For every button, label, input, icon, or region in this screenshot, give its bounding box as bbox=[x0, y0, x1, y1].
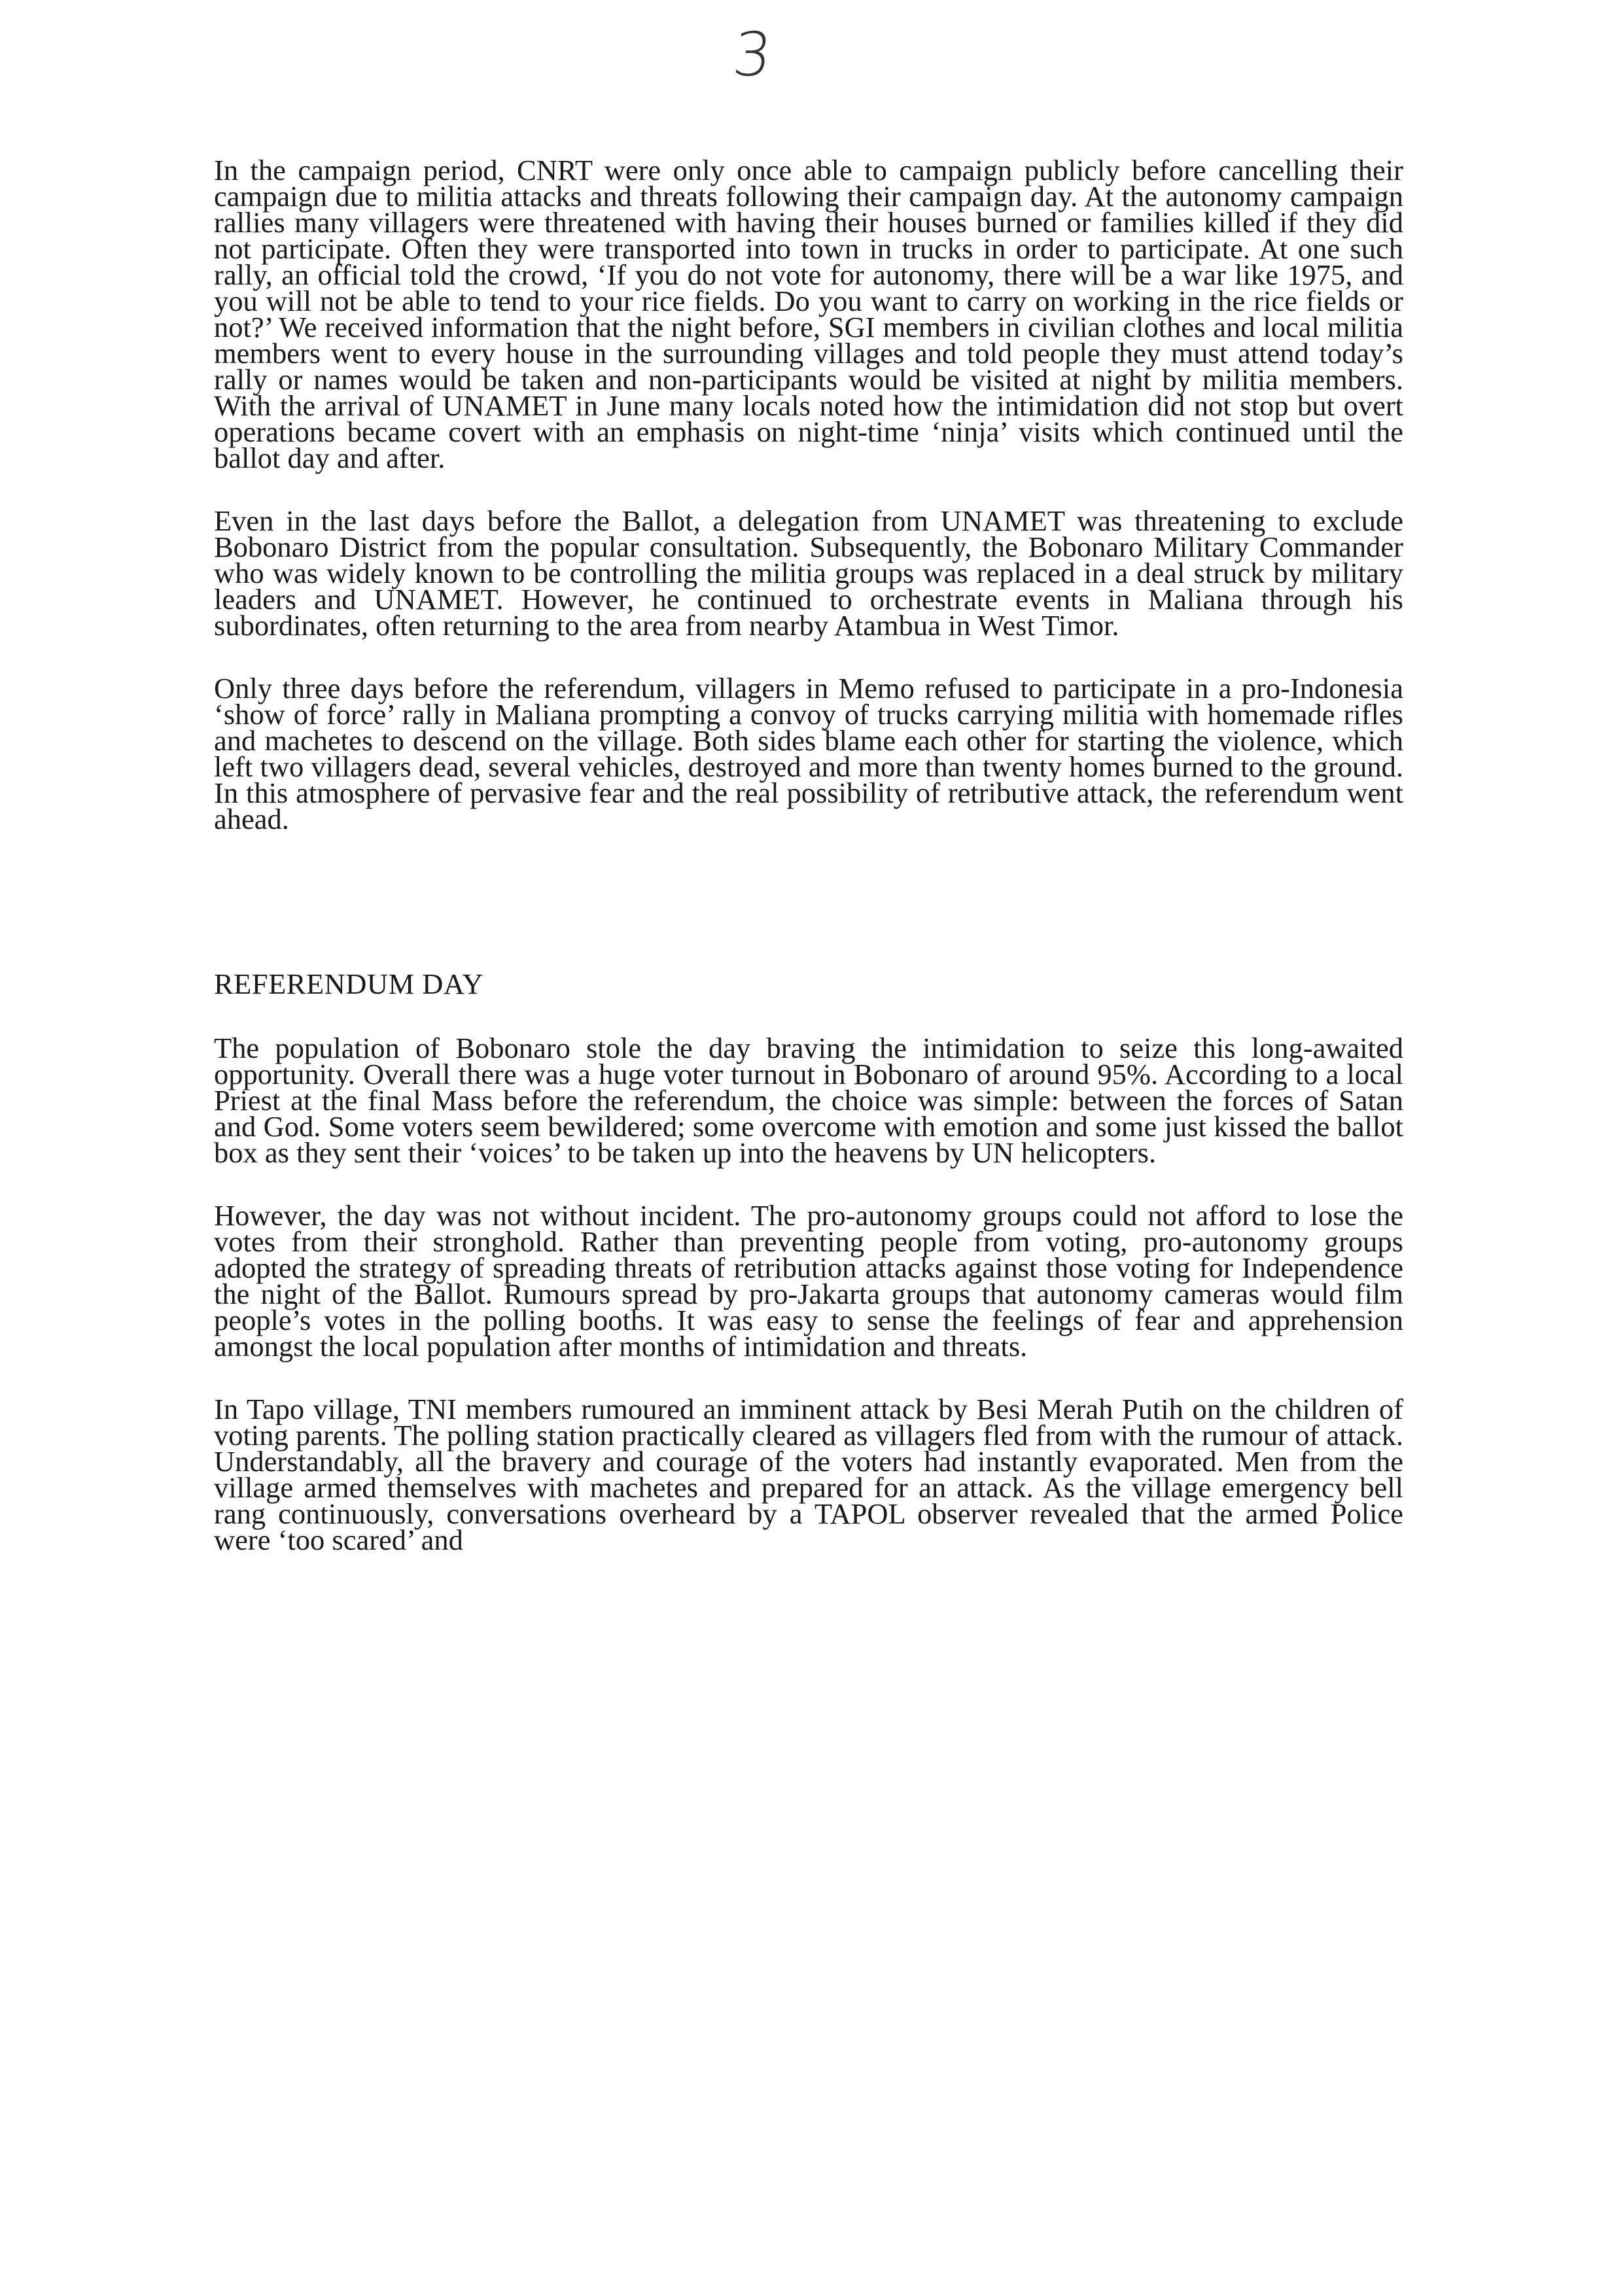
paragraph-voter-turnout: The population of Bobonaro stole the day braving the intimidation to seize this long-awaited opportunity. Overall there was a huge voter turnout in Bobonaro of around 95%. According to a local Priest at the final Mass before the referendum, the choice was simple: between the forces of Satan and God. Some voters seem bewildered; some overcome with emotion and some just kissed the ballot box as they sent their ‘voices’ to be taken up into the heavens by UN helicopters. bbox=[214, 1032, 1403, 1169]
paragraph-tapo-village: In Tapo village, TNI members rumoured an imminent attack by Besi Merah Putih on the children of voting parents. The polling station practically cleared as villagers fled from with the rumour of attack. Understandably, all the bravery and courage of the voters had instantly evaporated. Men from the village armed themselves with machetes and prepared for an attack. As the village emergency bell rang continuously, conversations overheard by a TAPOL observer revealed that the armed Police were ‘too scared’ and bbox=[214, 1393, 1403, 1556]
page-number: 3 bbox=[729, 20, 775, 90]
paragraph-incident: However, the day was not without incident. The pro-autonomy groups could not afford to lose the votes from their stronghold. Rather than preventing people from voting, pro-autonomy groups adopted the strategy of spreading threats of retribution attacks against those voting for Independence the night of the Ballot. Rumours spread by pro-Jakarta groups that autonomy cameras would film people’s votes in the polling booths. It was easy to sense the feelings of fear and apprehension amongst the local population after months of intimidation and threats. bbox=[214, 1199, 1403, 1363]
section-heading-referendum-day: REFERENDUM DAY bbox=[214, 967, 484, 1000]
paragraph-last-days: Even in the last days before the Ballot, a delegation from UNAMET was threatening to exclude Bobonaro District from the popular consultation. Subsequently, the Bobonaro Military Commander who was widely known to be controlling the militia groups was replaced in a deal struck by military leaders and UNAMET. However, he continued to orchestrate events in Maliana through his subordinates, often returning to the area from nearby Atambua in West Timor. bbox=[214, 504, 1403, 642]
paragraph-memo-violence: Only three days before the referendum, villagers in Memo refused to participate in a pro-Indonesia ‘show of force’ rally in Maliana prompting a convoy of trucks carrying militia with homemade rifles and machetes to descend on the village. Both sides blame each other for starting the violence, which left two villagers dead, several vehicles, destroyed and more than twenty homes burned to the ground. In this atmosphere of pervasive fear and the real possibility of retributive attack, the referendum went ahead. bbox=[214, 672, 1403, 835]
paragraph-campaign-period: In the campaign period, CNRT were only once able to campaign publicly before cancelling their campaign due to militia attacks and threats following their campaign day. At the autonomy campaign rallies many villagers were threatened with having their houses burned or families killed if they did not participate. Often they were transported into town in trucks in order to participate. At one such rally, an official told the crowd, ‘If you do not vote for autonomy, there will be a war like 1975, and you will not be able to tend to your rice fields. Do you want to carry on working in the rice fields or not?’ We received information that the night before, SGI members in civilian clothes and local militia members went to every house in the surrounding villages and told people they must attend today’s rally or names would be taken and non-participants would be visited at night by militia members. With the arrival of UNAMET in June many locals noted how the intimidation did not stop but overt operations became covert with an emphasis on night-time ‘ninja’ visits which continued until the ballot day and after. bbox=[214, 154, 1403, 474]
document-body bbox=[214, 154, 1403, 1556]
